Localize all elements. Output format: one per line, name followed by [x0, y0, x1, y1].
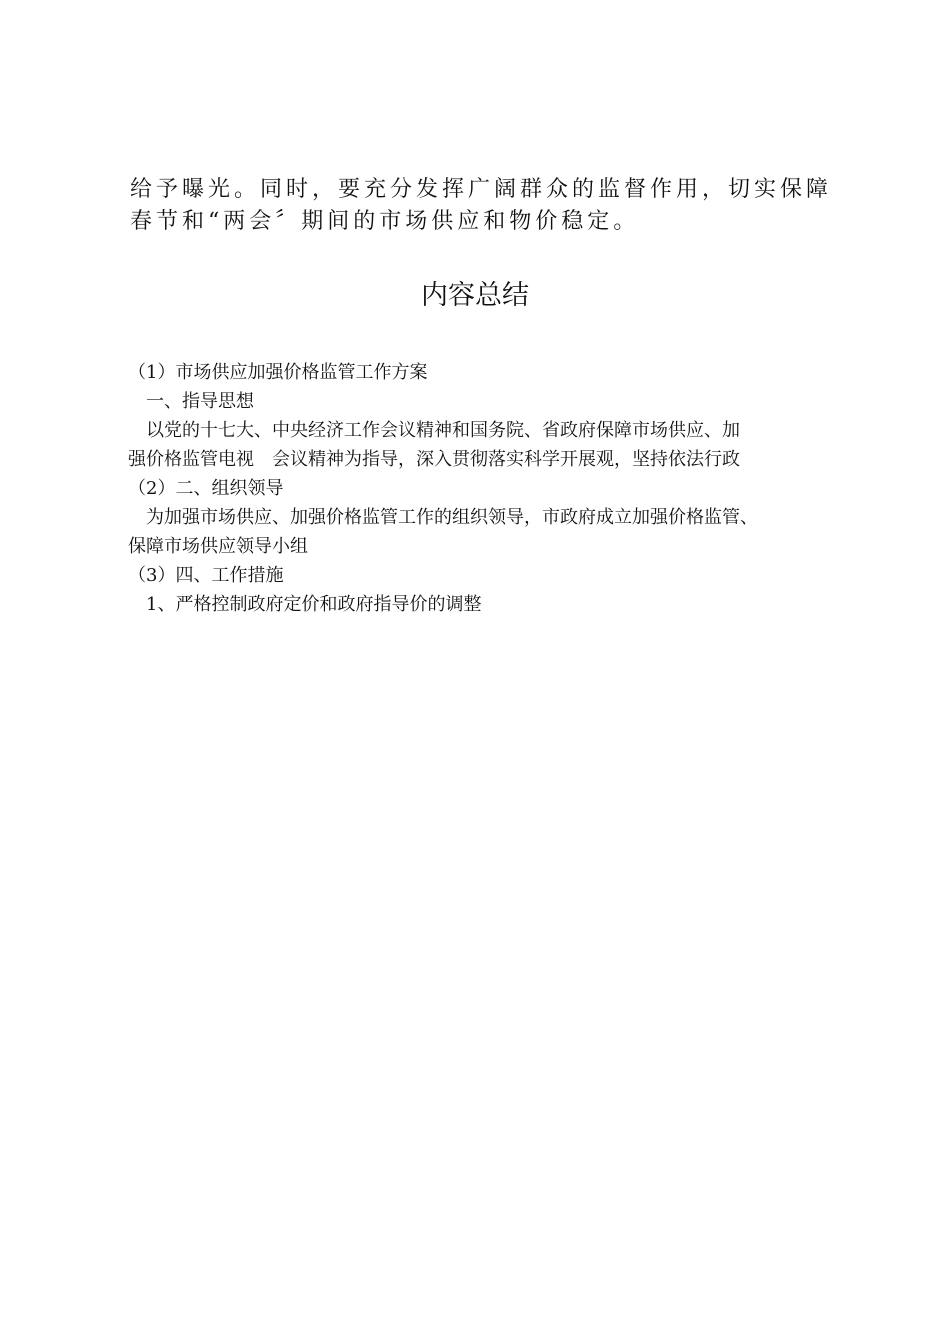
summary-line: 保障市场供应领导小组 [128, 536, 308, 557]
summary-line: 一、指导思想 [146, 391, 254, 412]
continuation-line: 春节和“两会〞期间的市场供应和物价稳定。 [130, 209, 640, 234]
summary-line: （2）二、组织领导 [128, 478, 284, 499]
summary-line: 强价格监管电视 会议精神为指导，深入贯彻落实科学开展观，坚持依法行政 [128, 449, 740, 470]
continuation-line: 给予曝光。同时，要充分发挥广阔群众的监督作用，切实保障 [130, 177, 833, 202]
continuation-paragraph [130, 174, 833, 238]
summary-line: 为加强市场供应、加强价格监管工作的组织领导，市政府成立加强价格监管、 [146, 507, 758, 528]
summary-line: （1）市场供应加强价格监管工作方案 [128, 362, 428, 383]
summary-line: （3）四、工作措施 [128, 565, 284, 586]
summary-title: 内容总结 [421, 280, 529, 311]
summary-line: 以党的十七大、中央经济工作会议精神和国务院、省政府保障市场供应、加 [146, 420, 740, 441]
summary-body [128, 358, 848, 619]
summary-line: 1、严格控制政府定价和政府指导价的调整 [146, 594, 482, 615]
